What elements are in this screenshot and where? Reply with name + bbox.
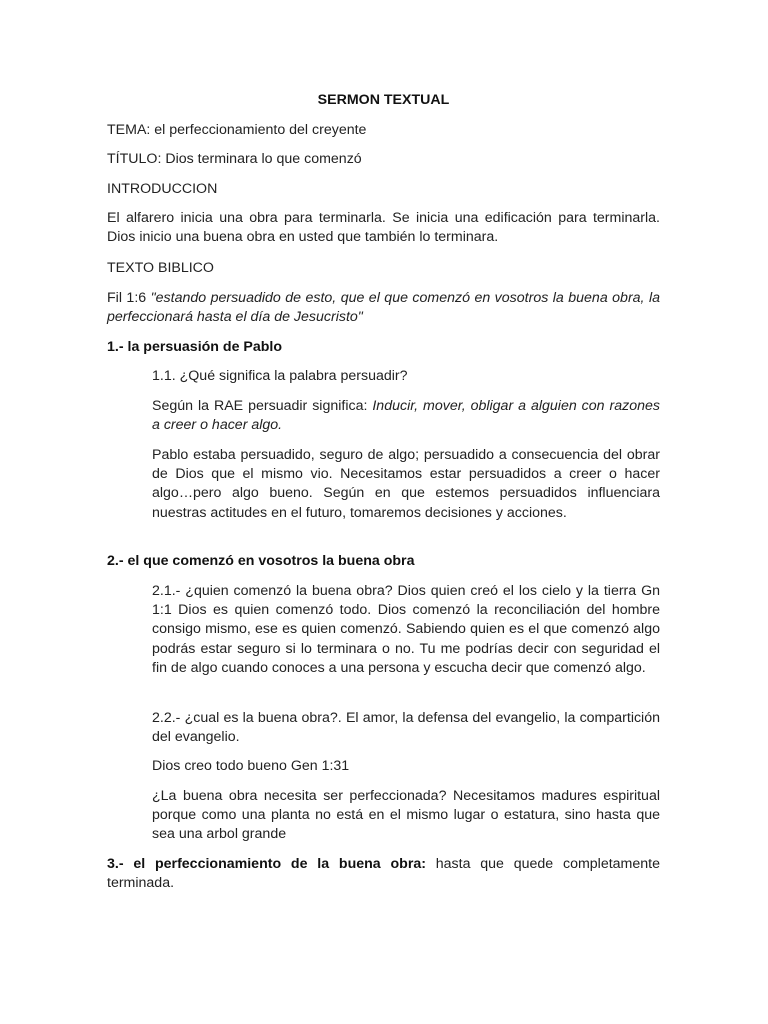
verse-text: "estando persuadido de esto, que el que comenzó en vosotros la buena obra, la perfeccionará hasta el día de Jesucristo" [107, 290, 660, 326]
tema-line: TEMA: el perfeccionamiento del creyente [107, 122, 367, 138]
titulo-line: TÍTULO: Dios terminara lo que comenzó [107, 151, 362, 167]
verse-paragraph [107, 289, 660, 327]
section-2-2-paragraph: 2.2.- ¿cual es la buena obra?. El amor, la defensa del evangelio, la compartición del evangelio. [152, 710, 660, 746]
rae-definition: Inducir, mover, obligar a alguien con razones a creer o hacer algo. [152, 398, 660, 434]
section-2-1-paragraph: 2.1.- ¿quien comenzó la buena obra? Dios quien creó el los cielo y la tierra Gn 1:1 Dios es quien comenzó todo. Dios comenzó la reconciliación del hombre consigo mismo, ese es quien comenzó. Sabiendo quien es el que comenzó algo podrás estar seguro si lo terminara o no. Tu me podrías decir con seguridad el fin de algo cuando conoces a una persona y escucha decir que comenzó algo. [152, 583, 660, 676]
introduccion-paragraph: El alfarero inicia una obra para terminarla. Se inicia una edificación para terminarla. Dios inicio una buena obra en usted que también lo terminara. [107, 210, 660, 246]
genesis-line: Dios creo todo bueno Gen 1:31 [152, 758, 350, 774]
verse-reference: Fil 1:6 [107, 290, 151, 306]
introduccion-heading: INTRODUCCION [107, 181, 218, 197]
rae-definition-paragraph [152, 397, 660, 435]
section-2-heading: 2.- el que comenzó en vosotros la buena obra [107, 553, 415, 569]
section-3-paragraph [107, 855, 660, 893]
section-1-heading: 1.- la persuasión de Pablo [107, 339, 283, 355]
rae-prefix: Según la RAE persuadir significa: [152, 398, 373, 414]
pablo-paragraph: Pablo estaba persuadido, seguro de algo; persuadido a consecuencia del obrar de Dios que el mismo vio. Necesitamos estar persuadidos a creer o hacer algo…pero algo bueno. Según en que estemos persuadidos influenciara nuestras actitudes en el futuro, tomaremos decisiones y acciones. [152, 447, 660, 521]
texto-biblico-heading: TEXTO BIBLICO [107, 260, 214, 276]
document-title: SERMON TEXTUAL [317, 92, 450, 108]
section-3-text: hasta que quede completamente terminada. [107, 856, 660, 892]
section-1-question: 1.1. ¿Qué significa la palabra persuadir? [152, 368, 408, 384]
perfeccionada-paragraph: ¿La buena obra necesita ser perfeccionada? Necesitamos madures espiritual porque como una planta no está en el mismo lugar o estatura, sino hasta que sea una arbol grande [152, 788, 660, 843]
section-3-heading: 3.- el perfeccionamiento de la buena obra: [107, 856, 426, 872]
